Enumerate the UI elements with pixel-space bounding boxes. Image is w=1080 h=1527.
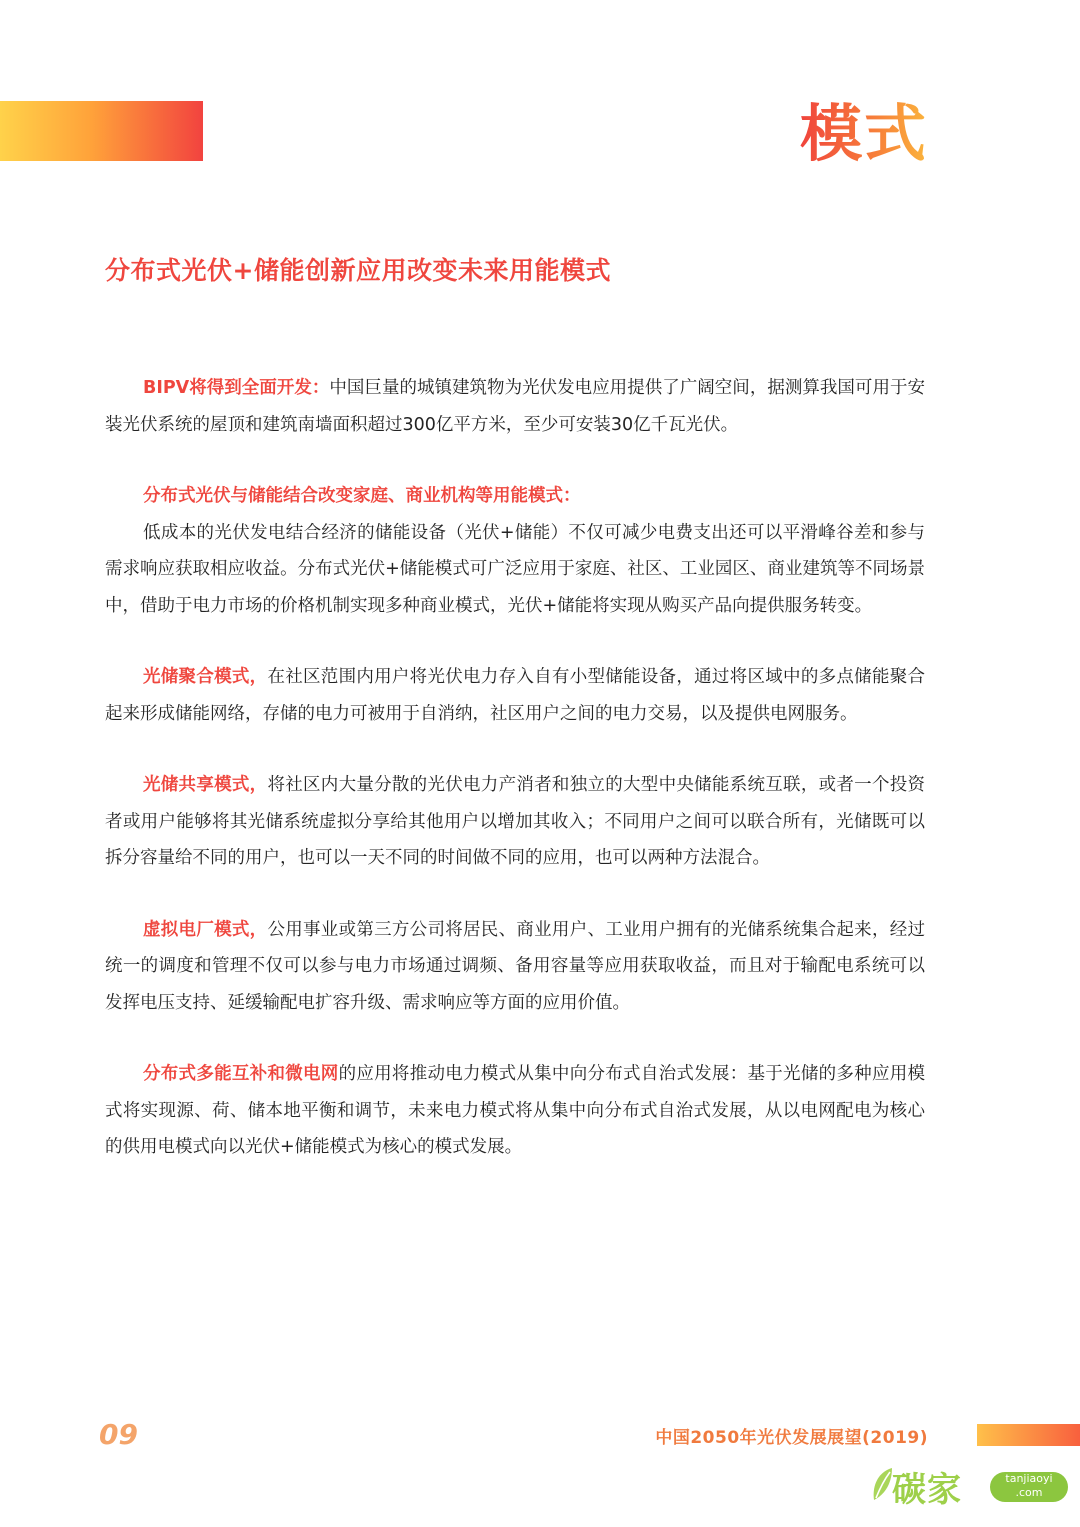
body-content <box>105 370 925 1166</box>
paragraph-text: 低成本的光伏发电结合经济的储能设备（光伏+储能）不仅可减少电费支出还可以平滑峰谷差和参与需求响应获取相应收益。分布式光伏+储能模式可广泛应用于家庭、社区、工业园区、商业建筑等不同场景中，借助于电力市场的价格机制实现多种商业模式，光伏+储能将实现从购买产品向提供服务转变。 <box>105 522 925 616</box>
page-number: 09 <box>99 1418 138 1451</box>
paragraph-text: 公用事业或第三方公司将居民、商业用户、工业用户拥有的光储系统集合起来，经过统一的调度和管理不仅可以参与电力市场通过调频、备用容量等应用获取收益，而且对于输配电系统可以发挥电压支持、延缓输配电扩容升级、需求响应等方面的应用价值。 <box>105 919 925 1013</box>
footer-accent-bar <box>977 1424 1080 1446</box>
paragraph-text: 的应用将推动电力模式从集中向分布式自治式发展：基于光储的多种应用模式将实现源、荷、储本地平衡和调节，未来电力模式将从集中向分布式自治式发展，从以电网配电为核心的供用电模式向以光伏+储能模式为核心的模式发展。 <box>105 1064 926 1157</box>
watermark-domain-badge <box>990 1472 1068 1502</box>
paragraph-distributed-storage <box>105 515 925 625</box>
subheading-distributed-storage: 分布式光伏与储能结合改变家庭、商业机构等用能模式： <box>143 486 581 506</box>
section-tag: 模式 <box>799 97 928 170</box>
paragraph-sharing-mode <box>105 767 925 877</box>
paragraph-text: 将社区内大量分散的光伏电力产消者和独立的大型中央储能系统互联，或者一个投资者或用户能够将其光储系统虚拟分享给其他用户以增加其收入；不同用户之间可以联合所有，光储既可以拆分容量给不同的用户，也可以一天不同的时间做不同的应用，也可以两种方法混合。 <box>105 775 925 868</box>
report-title: 中国2050年光伏发展展望(2019) <box>655 1428 928 1448</box>
keyword-virtual-power-plant: 虚拟电厂模式， <box>143 919 268 940</box>
paragraph-text: 中国巨量的城镇建筑物为光伏发电应用提供了广阔空间，据测算我国可用于安装光伏系统的屋顶和建筑南墙面积超过300亿平方米，至少可安装30亿千瓦光伏。 <box>105 378 925 435</box>
watermark-brand: 碳家 <box>892 1470 962 1510</box>
paragraph-microgrid <box>105 1056 925 1166</box>
paragraph-bipv <box>105 370 925 443</box>
watermark-domain-line2: .com <box>1015 1486 1043 1499</box>
watermark-logo <box>870 1458 1070 1516</box>
keyword-microgrid: 分布式多能互补和微电网 <box>143 1064 339 1084</box>
paragraph-virtual-power-plant <box>105 912 925 1022</box>
keyword-bipv: BIPV将得到全面开发： <box>143 378 330 398</box>
keyword-aggregation-mode: 光储聚合模式， <box>143 667 268 687</box>
paragraph-text: 在社区范围内用户将光伏电力存入自有小型储能设备，通过将区域中的多点储能聚合起来形成储能网络，存储的电力可被用于自消纳，社区用户之间的电力交易，以及提供电网服务。 <box>105 667 925 724</box>
header-accent-bar <box>0 101 203 161</box>
page-title: 分布式光伏+储能创新应用改变未来用能模式 <box>105 256 611 285</box>
watermark-domain-line1: tanjiaoyi <box>1005 1472 1053 1485</box>
keyword-sharing-mode: 光储共享模式， <box>143 775 268 795</box>
paragraph-aggregation-mode <box>105 659 925 732</box>
